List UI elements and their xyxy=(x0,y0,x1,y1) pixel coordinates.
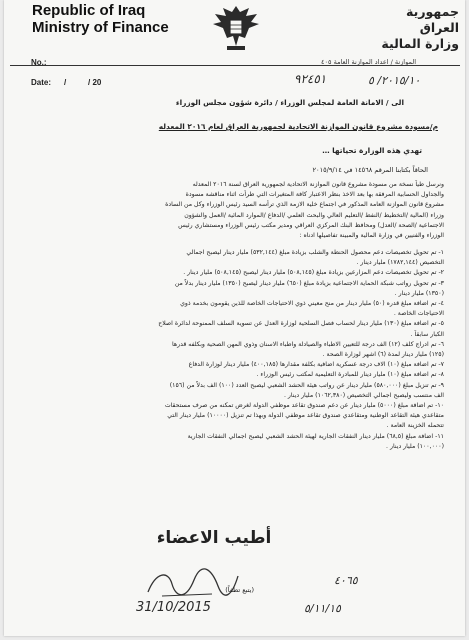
list-item: الاحتياجات الخاصة . xyxy=(393,310,444,318)
items-list xyxy=(26,248,444,452)
list-item: (١٣٥٠) مليار دينار . xyxy=(394,289,444,297)
letterhead-republic: Republic of Iraq xyxy=(32,2,146,19)
handwritten-date: ٢٠١٥/١٠/ ٥ xyxy=(368,74,421,87)
date-separator-2: / 20 xyxy=(88,78,102,87)
date-label: Date: xyxy=(31,78,52,87)
letterhead-ministry: Ministry of Finance xyxy=(32,19,169,36)
date-separator-1: / xyxy=(64,78,67,87)
list-item: الكبار سابقاً . xyxy=(410,330,444,338)
handwritten-bottom-date: ٥/١١/١٥ xyxy=(304,602,341,615)
header-rule xyxy=(10,65,460,66)
reference-line: الحاقاً بكتابنا المرقم ١٤٥٦٨ في ٢٠١٥/٩/١٤ xyxy=(312,166,428,174)
handwritten-signature-icon xyxy=(142,566,242,602)
list-item: ٢- تم تحويل تخصيصات دعم المزارعين بزيادة مبلغ (٥٠٨,١٤٥) مليار دينار ليصبح (٥٠٨,١٤٥) مليار دينار . xyxy=(183,269,444,277)
list-item: ٦- تم ادراج كلف (١٢) الف درجة للتعيين الاطباء والصيادلة واطباء الاسنان وذوي المهن الصحية وبكلفه قدرها xyxy=(171,340,444,348)
list-item: ٥- تم اضافة مبلغ (١٣٠) مليار دينار لحساب فصل السلحية لوزارة العدل عن تسوية السلف الممنوحة لدائرة اصلاح xyxy=(158,320,444,328)
body-line: مشروع قانون الموازنة العامة المذكور في اجتماع خلية الازمة الذي ترأسه السيد رئيس الوزراء وكل من السادة xyxy=(165,201,444,209)
letterhead-republic-ar: جمهورية العراق xyxy=(406,4,459,35)
list-item: ١٠- تم اضافة مبلغ (٥٠٠٠) مليار دينار عن دعم صندوق تقاعد موظفي الدولة لغرض تمكنه من صرف مستحقات xyxy=(164,402,444,410)
body-paragraph xyxy=(26,180,444,241)
list-item: متقاعدي هيئة التقاعد الوطنية ومتقاعدي صندوق تقاعد موظفي الدولة وبهذا تم تنزيل (١٠٠٠٠) مليار دينار التي xyxy=(167,412,444,420)
list-item: ٨- تم اضافة مبلغ (١٠) مليار دينار للمبادرة التعليمية لمكتب رئيس الوزراء . xyxy=(256,371,444,379)
list-item: ٣- تم تحويل رواتب شبكة الحماية الاجتماعية بزيادة مبلغ (٦٥٠) مليار دينار ليصبح (١٣٥٠) مليار دينار بدلاً من xyxy=(174,279,444,287)
document-page xyxy=(4,0,465,636)
closing-text: أطيب الاعضاء xyxy=(156,528,272,548)
letterhead-ministry-ar: وزارة المالية xyxy=(381,36,459,51)
addressee: الى / الامانة العامة لمجلس الوزراء / دائرة شؤون مجلس الوزراء xyxy=(175,98,404,107)
signature-note: (يتبع تطفاً) xyxy=(225,586,254,594)
letterhead-arabic xyxy=(375,4,459,52)
iraq-eagle-emblem-icon xyxy=(209,2,263,52)
list-item: ٩- تم تنزيل مبلغ (٥٨٠,٠٠٠) مليار دينار عن رواتب هيئة الحشد الشعبي ليصبح العدد (١٠٠) الف بدلاً من (١٥٦) xyxy=(169,381,444,389)
letterhead-english xyxy=(32,2,169,36)
list-item: تتحمله الخزينة العامة . xyxy=(386,422,444,430)
list-item: ١- تم تحويل تخصيصات دعم محصول الحنطة والشلب بزيادة مبلغ (٥٣٢,١٤٤) مليار دينار ليصبح اجمالي xyxy=(186,249,444,256)
list-item: ٧- تم اضافة مبلغ (١٠) الاف درجة عسكرية اضافية بكلفة مقدارها (٤٠٠,١٨٥) مليار دينار لوزارة الدفاع xyxy=(188,361,444,369)
handwritten-document-number: ٩٢٤٥١ xyxy=(294,72,327,86)
number-label: No.: xyxy=(31,58,47,67)
list-item: التخصيص (١٧٨٢,١٤٤) مليار دينار . xyxy=(356,259,444,267)
list-item: الف منتسب وليصبح اجمالي التخصيص (١٠٦٢,٣٨٠) مليار دينار . xyxy=(283,391,444,399)
body-line: الوزراء والفنيين في وزارة المالية والمبينة تفاصيلها ادناه : xyxy=(299,232,444,240)
body-line: وزراء (المالية /التخطيط /النفط /التعليم العالي والبحث العلمي /الدفاع /الموارد المائية /العمل والشؤون xyxy=(184,211,444,219)
list-item: ٤- تم اضافة مبلغ قدره (٥٠) مليار دينار من منح معيني ذوي الاحتياجات الخاصة للذين يقومون بخدمة ذوي xyxy=(180,300,444,308)
body-line: والجداول الحسابية المرفقة بها بعد الاخذ بنظر الاعتبار كافة المتغيرات التي طرأت اثناء مناقشة مسودة xyxy=(185,191,444,199)
department-line: الموازنة / اعداد الموازنة العامة ٤٠٥ xyxy=(321,58,416,66)
body-line: ونرسل طياً نسخة من مسودة مشروع قانون الموازنة الاتحادية لجمهورية العراق لسنة ٢٠١٦ المعدله xyxy=(192,181,444,188)
list-item: ١١- اضافة مبلغ (٦٨,٥) مليار دينار النفقات الجارية لهيئة الحشد الشعبي ليصبح اجمالي النفقات الجارية xyxy=(187,432,444,440)
subject-line: م/مسودة مشروع قانون الموازنة الاتحادية لجمهورية العراق لعام ٢٠١٦ المعدله xyxy=(158,122,438,131)
greeting: تهدي هذه الوزارة تحياتها … xyxy=(322,146,422,155)
handwritten-signature-date: 31/10/2015 xyxy=(136,600,211,615)
handwritten-code: ٤٠٦٥ xyxy=(334,574,358,587)
closing-block xyxy=(94,528,334,568)
list-item: (١٢٥) مليار دينار لمدة (٦) اشهر لوزارة الصحة . xyxy=(322,351,444,359)
body-line: الاجتماعية /الصحة /العدل) ومحافظ البنك المركزي العراقي ومدير مكتب رئيس الوزراء ومستشاري رئيس xyxy=(178,221,444,229)
list-item: (١٠٠,٠٠٠) مليار دينار . xyxy=(386,442,444,450)
